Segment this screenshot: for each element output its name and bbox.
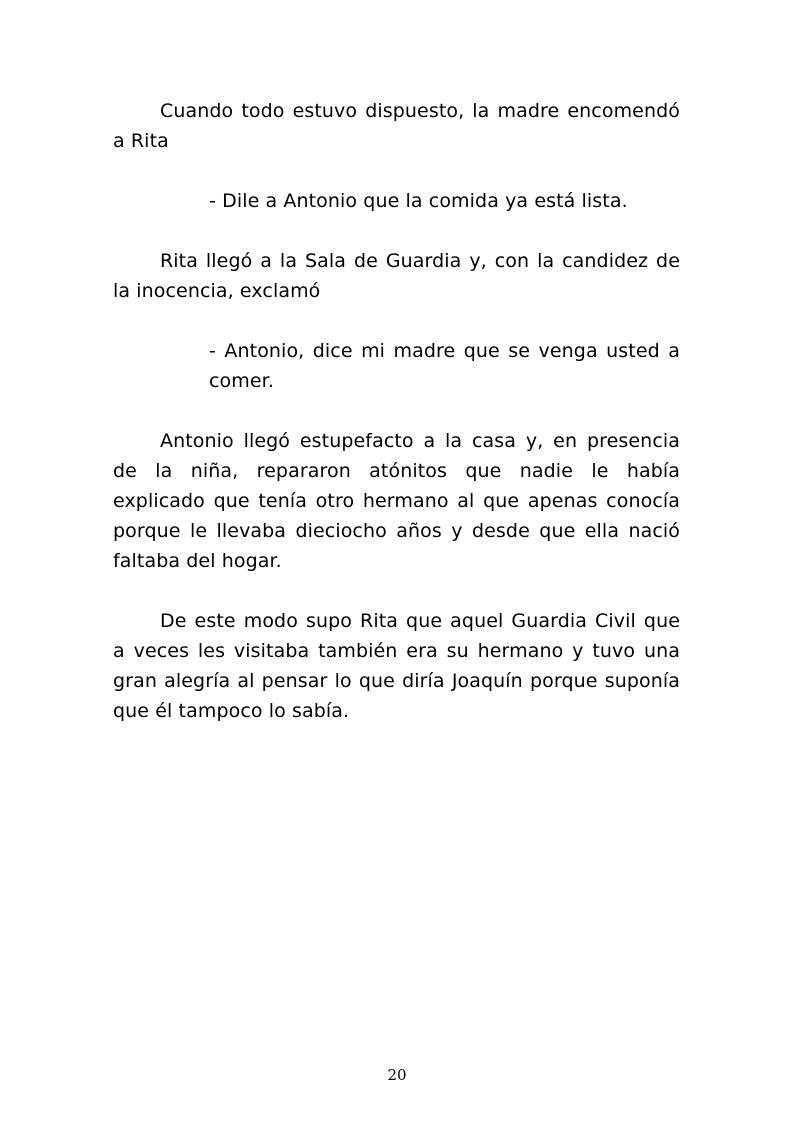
paragraph-3: Antonio llegó estupefacto a la casa y, en presencia de la niña, repararon atónitos que nadie le había explicado que tenía otro hermano al que apenas conocía porque le llevaba dieciocho años y desde que ella nació faltaba del hogar. bbox=[113, 430, 680, 572]
paragraph-4: De este modo supo Rita que aquel Guardia Civil que a veces les visitaba también era su hermano y tuvo una gran alegría al pensar lo que diría Joaquín porque suponía que él tampoco lo sabía. bbox=[113, 610, 680, 722]
dialogue-line-1: - Dile a Antonio que la comida ya está lista. bbox=[209, 190, 628, 212]
dialogue-line-2: - Antonio, dice mi madre que se venga usted a comer. bbox=[209, 340, 680, 392]
paragraph-1: Cuando todo estuvo dispuesto, la madre encomendó a Rita bbox=[113, 100, 680, 152]
page-number: 20 bbox=[387, 1066, 407, 1084]
body-text bbox=[113, 96, 680, 756]
paragraph-2: Rita llegó a la Sala de Guardia y, con la candidez de la inocencia, exclamó bbox=[113, 250, 680, 302]
